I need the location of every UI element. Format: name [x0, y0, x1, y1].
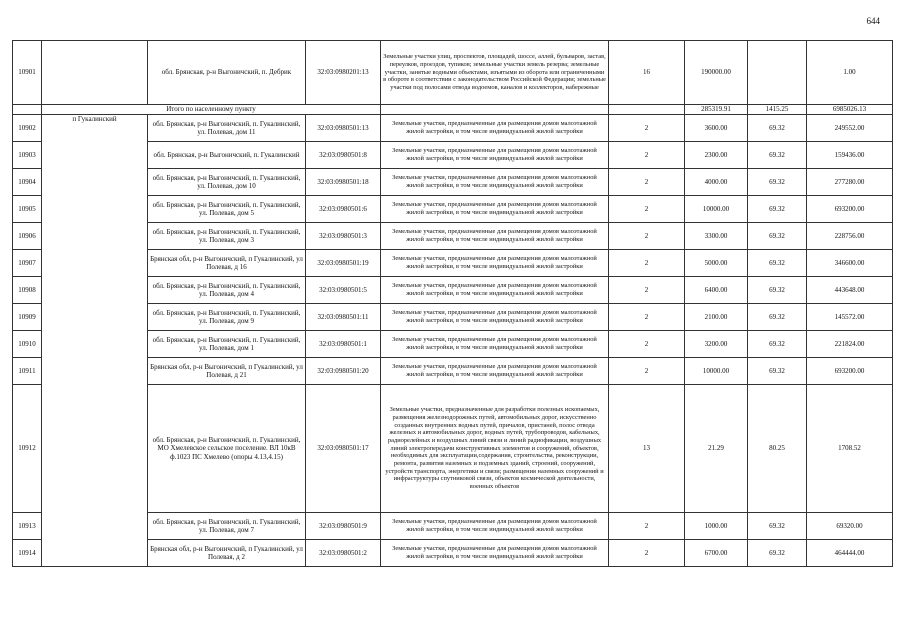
cadastral-register-table: [12, 40, 893, 567]
group-cell: 2: [609, 115, 685, 142]
group-cell: 2: [609, 358, 685, 385]
land-use-cell: Земельные участки, предназначенные для размещения домов малоэтажной жилой застройки, в том числе индивидуальной жилой застройки: [381, 277, 609, 304]
land-use-cell: Земельные участки, предназначенные для размещения домов малоэтажной жилой застройки, в том числе индивидуальной жилой застройки: [381, 331, 609, 358]
value-cell: 693200.00: [807, 196, 893, 223]
group-cell: 16: [609, 41, 685, 105]
land-use-cell: Земельные участки, предназначенные для размещения домов малоэтажной жилой застройки, в том числе индивидуальной жилой застройки: [381, 513, 609, 540]
address-cell: обл. Брянская, р-н Выгоничский, п. Дебрик: [148, 41, 306, 105]
cadastral-number-cell: 32:03:0980501:1: [306, 331, 381, 358]
rate-cell: 69.32: [748, 169, 807, 196]
settlement-cell: п Гукалинский: [42, 115, 148, 567]
row-number: 10904: [13, 169, 42, 196]
address-cell: Брянская обл, р-н Выгоничский, п Гукалинский, ул Полевая, д 21: [148, 358, 306, 385]
total-row: [13, 105, 893, 115]
rate-cell: 69.32: [748, 540, 807, 567]
total-area: 285319.91: [685, 105, 748, 115]
cadastral-number-cell: 32:03:0980501:3: [306, 223, 381, 250]
value-cell: 346600.00: [807, 250, 893, 277]
cadastral-number-cell: 32:03:0980201:13: [306, 41, 381, 105]
total-label: Итого по населенному пункту: [42, 105, 381, 115]
area-cell: 4000.00: [685, 169, 748, 196]
land-use-cell: Земельные участки, предназначенные для размещения домов малоэтажной жилой застройки, в том числе индивидуальной жилой застройки: [381, 223, 609, 250]
value-cell: 228756.00: [807, 223, 893, 250]
address-cell: обл. Брянская, р-н Выгоничский, п. Гукалинский, ул. Полевая, дом 7: [148, 513, 306, 540]
row-number: 10906: [13, 223, 42, 250]
value-cell: 443648.00: [807, 277, 893, 304]
land-use-cell: Земельные участки, предназначенные для размещения домов малоэтажной жилой застройки, в том числе индивидуальной жилой застройки: [381, 358, 609, 385]
value-cell: 221824.00: [807, 331, 893, 358]
value-cell: 249552.00: [807, 115, 893, 142]
land-use-cell: Земельные участки, предназначенные для разработки полезных ископаемых, размещения железнодорожных путей, автомобильных дорог, искусственно созданных внутренних водных путей, причалов, пристаней, полос отвода железных и автомобильных дорог, водных путей, трубопроводов, кабельных, радиорелейных и воздушных линий связи и линий радиофикации, воздушных линий электропередачи конструктивных элементов и сооружений, объектов, необходимых для эксплуатации,содержания, строительства, реконструкции, ремонта, развития наземных и подземных зданий, строений, сооружений, устройств транспорта, энергетики и связи; размещения наземных сооружений и инфраструктуры спутниковой связи, объектов космической деятельности, военных объектов: [381, 385, 609, 513]
area-cell: 3300.00: [685, 223, 748, 250]
address-cell: обл. Брянская, р-н Выгоничский, п. Гукалинский, ул. Полевая, дом 10: [148, 169, 306, 196]
value-cell: 1.00: [807, 41, 893, 105]
rate-cell: 69.32: [748, 196, 807, 223]
row-number: 10913: [13, 513, 42, 540]
rate-cell: 69.32: [748, 115, 807, 142]
cadastral-number-cell: 32:03:0980501:11: [306, 304, 381, 331]
land-use-cell: Земельные участки, предназначенные для размещения домов малоэтажной жилой застройки, в том числе индивидуальной жилой застройки: [381, 304, 609, 331]
address-cell: обл. Брянская, р-н Выгоничский, п. Гукалинский, ул. Полевая, дом 4: [148, 277, 306, 304]
land-use-cell: Земельные участки, предназначенные для размещения домов малоэтажной жилой застройки, в том числе индивидуальной жилой застройки: [381, 250, 609, 277]
row-number: 10903: [13, 142, 42, 169]
group-cell: 2: [609, 142, 685, 169]
group-cell: 13: [609, 385, 685, 513]
total-value: 6985026.13: [807, 105, 893, 115]
group-cell: 2: [609, 250, 685, 277]
area-cell: 21.29: [685, 385, 748, 513]
address-cell: обл. Брянская, р-н Выгоничский, п. Гукалинский, ул. Полевая, дом 3: [148, 223, 306, 250]
row-number: 10910: [13, 331, 42, 358]
cadastral-number-cell: 32:03:0980501:13: [306, 115, 381, 142]
rate-cell: 69.32: [748, 277, 807, 304]
row-number: 10908: [13, 277, 42, 304]
area-cell: 3200.00: [685, 331, 748, 358]
area-cell: 2100.00: [685, 304, 748, 331]
value-cell: 159436.00: [807, 142, 893, 169]
land-use-cell: Земельные участки, предназначенные для размещения домов малоэтажной жилой застройки, в том числе индивидуальной жилой застройки: [381, 142, 609, 169]
row-number: 10909: [13, 304, 42, 331]
rate-cell: 69.32: [748, 331, 807, 358]
value-cell: 693200.00: [807, 358, 893, 385]
row-number: 10902: [13, 115, 42, 142]
cadastral-number-cell: 32:03:0980501:19: [306, 250, 381, 277]
land-use-cell: Земельные участки, предназначенные для размещения домов малоэтажной жилой застройки, в том числе индивидуальной жилой застройки: [381, 169, 609, 196]
cadastral-number-cell: 32:03:0980501:18: [306, 169, 381, 196]
value-cell: 145572.00: [807, 304, 893, 331]
table-row: [13, 41, 893, 105]
address-cell: обл. Брянская, р-н Выгоничский, п. Гукалинский, ул. Полевая, дом 1: [148, 331, 306, 358]
area-cell: 6700.00: [685, 540, 748, 567]
value-cell: 464444.00: [807, 540, 893, 567]
page-number: 644: [866, 16, 880, 26]
area-cell: 2300.00: [685, 142, 748, 169]
row-number: 10905: [13, 196, 42, 223]
cadastral-number-cell: 32:03:0980501:2: [306, 540, 381, 567]
rate-cell: 80.25: [748, 385, 807, 513]
land-use-cell: Земельные участки улиц, проспектов, площадей, шоссе, аллей, бульваров, застав, переулков, проездов, тупиков; земельные участки земель резерва; земельные участки, занятые водными объектами, изъятыми из оборота или ограниченными в обороте в соответствии с законодательством Российской Федерации; земельные участки под полосами отвода водоемов, каналов и коллекторов, набережные: [381, 41, 609, 105]
area-cell: 3600.00: [685, 115, 748, 142]
rate-cell: 69.32: [748, 304, 807, 331]
rate-cell: 69.32: [748, 223, 807, 250]
cadastral-number-cell: 32:03:0980501:9: [306, 513, 381, 540]
group-cell: 2: [609, 540, 685, 567]
area-cell: 10000.00: [685, 196, 748, 223]
cadastral-number-cell: 32:03:0980501:6: [306, 196, 381, 223]
area-cell: 10000.00: [685, 358, 748, 385]
rate-cell: 69.32: [748, 513, 807, 540]
group-cell: 2: [609, 169, 685, 196]
cadastral-number-cell: 32:03:0980501:17: [306, 385, 381, 513]
land-use-cell: Земельные участки, предназначенные для размещения домов малоэтажной жилой застройки, в том числе индивидуальной жилой застройки: [381, 115, 609, 142]
area-cell: 1000.00: [685, 513, 748, 540]
row-number: 10914: [13, 540, 42, 567]
group-cell: 2: [609, 196, 685, 223]
row-number: 10907: [13, 250, 42, 277]
address-cell: обл. Брянская, р-н Выгоничский, п. Гукалинский, ул. Полевая, дом 5: [148, 196, 306, 223]
area-cell: 6400.00: [685, 277, 748, 304]
area-cell: 190000.00: [685, 41, 748, 105]
address-cell: обл. Брянская, р-н Выгоничский, п. Гукалинский, ул. Полевая, дом 9: [148, 304, 306, 331]
table-row: [13, 115, 893, 142]
cadastral-number-cell: 32:03:0980501:8: [306, 142, 381, 169]
area-cell: 5000.00: [685, 250, 748, 277]
group-cell: 2: [609, 513, 685, 540]
value-cell: 277280.00: [807, 169, 893, 196]
row-number: 10912: [13, 385, 42, 513]
group-cell: 2: [609, 277, 685, 304]
group-cell: 2: [609, 331, 685, 358]
row-number: 10911: [13, 358, 42, 385]
address-cell: Брянская обл, р-н Выгоничский, п Гукалинский, ул Полевая, д 16: [148, 250, 306, 277]
value-cell: 1708.52: [807, 385, 893, 513]
rate-cell: 69.32: [748, 250, 807, 277]
address-cell: Брянская обл, р-н Выгоничский, п Гукалинский, ул Полевая, д 2: [148, 540, 306, 567]
address-cell: обл. Брянская, р-н Выгоничский, п. Гукалинский, ул. Полевая, дом 11: [148, 115, 306, 142]
group-cell: 2: [609, 223, 685, 250]
rate-cell: 69.32: [748, 358, 807, 385]
cadastral-number-cell: 32:03:0980501:5: [306, 277, 381, 304]
value-cell: 69320.00: [807, 513, 893, 540]
address-cell: обл. Брянская, р-н Выгоничский, п. Гукалинский: [148, 142, 306, 169]
rate-cell: 69.32: [748, 142, 807, 169]
total-rate: 1415.25: [748, 105, 807, 115]
group-cell: 2: [609, 304, 685, 331]
land-use-cell: Земельные участки, предназначенные для размещения домов малоэтажной жилой застройки, в том числе индивидуальной жилой застройки: [381, 540, 609, 567]
row-number: 10901: [13, 41, 42, 105]
land-use-cell: Земельные участки, предназначенные для размещения домов малоэтажной жилой застройки, в том числе индивидуальной жилой застройки: [381, 196, 609, 223]
address-cell: обл. Брянская, р-н Выгоничский, п. Гукалинский, МО Хмелевское сельское поселение. ВЛ 10кВ ф.1023 ПС Хмелево (опоры 4.13,4.15): [148, 385, 306, 513]
settlement-cell: [42, 41, 148, 105]
rate-cell: [748, 41, 807, 105]
cadastral-number-cell: 32:03:0980501:20: [306, 358, 381, 385]
